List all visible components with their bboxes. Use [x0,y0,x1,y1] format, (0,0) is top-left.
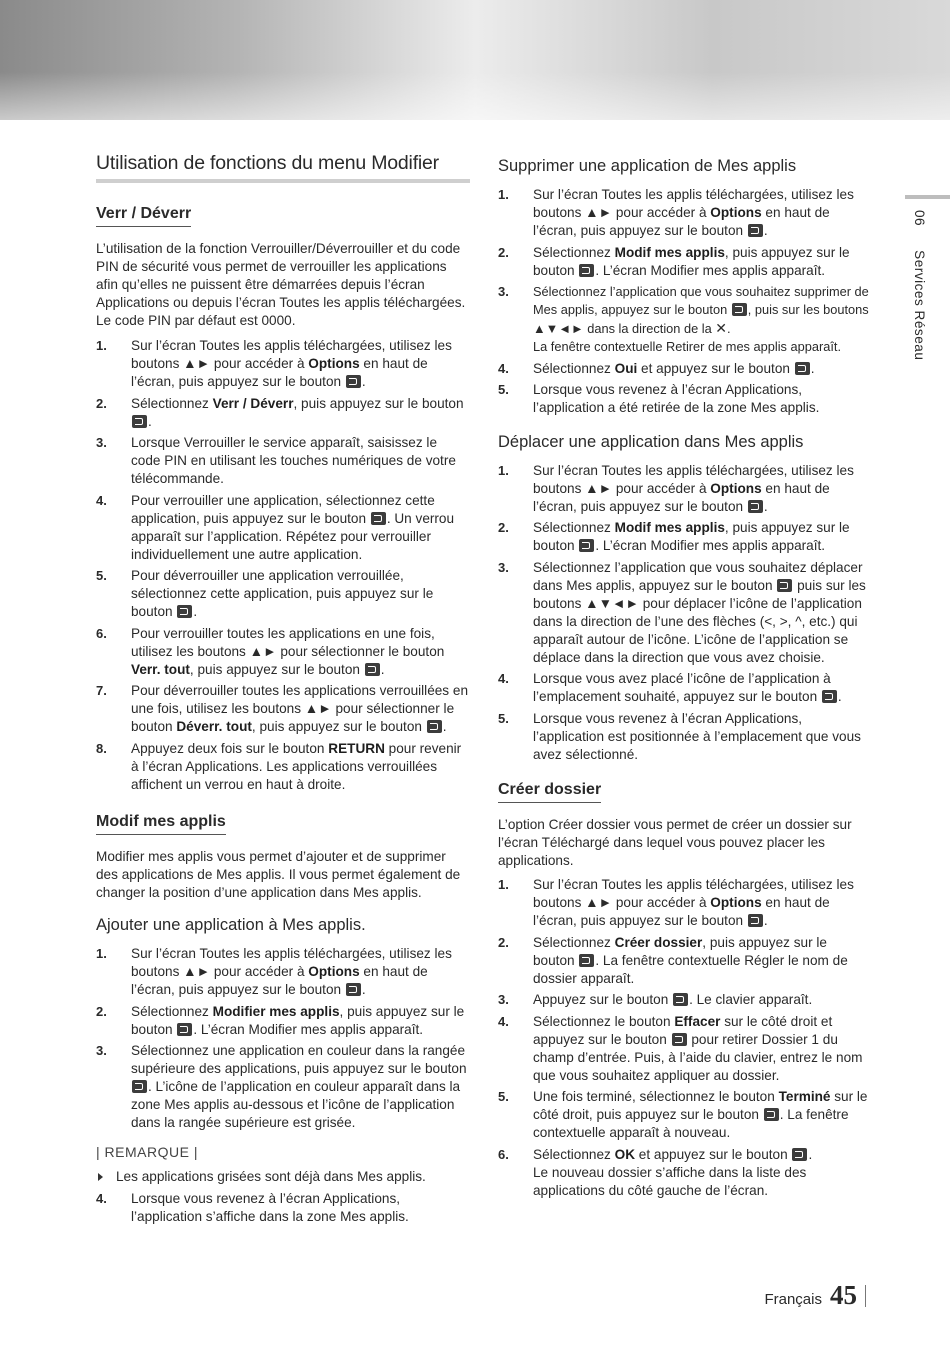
enter-key-icon [672,1033,687,1046]
supprimer-step-1: 1. Sur l’écran Toutes les applis téléchargées, utilisez les boutons ▲► pour accéder à Options en haut de l’écran, puis appuyez sur le bouton . [498,187,854,238]
supprimer-step-5: 5. Lorsque vous revenez à l’écran Applications, l’application a été retirée de la zone Mes applis. [498,382,820,415]
section-heading-verr: Verr / Déverr [96,205,191,227]
enter-key-icon [764,1108,779,1121]
section-heading-ajouter: Ajouter une application à Mes applis. [96,916,366,934]
section-heading-deplacer: Déplacer une application dans Mes applis [498,432,804,451]
enter-key-icon [427,720,442,733]
creer-steps [498,876,872,1200]
verr-step-8: 8. Appuyez deux fois sur le bouton RETURN pour revenir à l’écran Applications. Les applications verrouillées affichent un verrou en haut à droite. [96,740,462,792]
page-number: 45 [830,1280,857,1310]
deplacer-step-1: 1. Sur l’écran Toutes les applis téléchargées, utilisez les boutons ▲► pour accéder à Options en haut de l’écran, puis appuyez sur le bouton . [498,462,854,514]
bullet-triangle-icon [98,1173,103,1181]
ajouter-step-3: 3. Sélectionnez une application en couleur dans la rangée supérieure des applications, puis appuyez sur le bouton . L’icône de l’application en couleur apparaît dans la zone Mes applis au-dessous et l’icône de l’application dans la rangée supérieure est grisée. [96,1043,467,1130]
chapter-name: Services Réseau [912,250,927,361]
verr-step-6: 6. Pour verrouiller toutes les applications en une fois, utilisez les boutons ▲► pour sélectionner le bouton Verr. tout, puis appuyez sur le bouton . [96,625,445,677]
enter-key-icon [132,1080,147,1093]
footer-language: Français [764,1291,822,1308]
verr-step-4: 4. Pour verrouiller une application, sélectionnez cette application, puis appuyez sur le bouton . Un verrou apparaît sur l’application. Répétez pour verrouiller individuellement une autre application. [96,492,455,562]
page-title: Utilisation de fonctions du menu Modifier [96,152,470,183]
ajouter-step-1: 1. Sur l’écran Toutes les applis téléchargées, utilisez les boutons ▲► pour accéder à Options en haut de l’écran, puis appuyez sur le bouton . [96,946,452,997]
section-heading-creer: Créer dossier [498,781,601,803]
creer-step-2: 2. Sélectionnez Créer dossier, puis appuyez sur le bouton . La fenêtre contextuelle Régler le nom de dossier apparaît. [498,934,848,986]
section-heading-modif: Modif mes applis [96,813,226,835]
remark-title: | REMARQUE | [96,1143,198,1160]
creer-step-3: 3. Appuyez sur le bouton . Le clavier apparaît. [498,992,813,1007]
enter-key-icon [371,512,386,525]
enter-key-icon [748,500,763,513]
enter-key-icon [777,579,792,592]
section-heading-supprimer: Supprimer une application de Mes applis [498,157,797,175]
ajouter-steps-cont [96,1190,470,1226]
verr-step-7: 7. Pour déverrouiller toutes les applications verrouillées en une fois, utilisez les boutons ▲► pour sélectionner le bouton Déverr. tout, puis appuyez sur le bouton . [96,683,469,734]
enter-key-icon [579,264,594,277]
deplacer-step-4: 4. Lorsque vous avez placé l’icône de l’application à l’emplacement souhaité, appuyez sur le bouton . [498,671,842,704]
deplacer-step-3: 3. Sélectionnez l’application que vous souhaitez déplacer dans Mes applis, appuyez sur le bouton puis sur les boutons ▲▼◄► pour déplacer l’icône de l’application dans la direction de l’une des flèches (<, >, ^, etc.) qui apparaît autour de l’icône. L’icône de l’application se déplace dans la direction que vous avez choisie. [498,559,866,665]
chapter-tab-bar [905,195,950,199]
enter-key-icon [579,954,594,967]
verr-step-2: 2. Sélectionnez Verr / Déverr, puis appuyez sur le bouton . [96,395,464,429]
creer-step-6: 6. Sélectionnez OK et appuyez sur le bouton . Le nouveau dossier s’affiche dans la liste des applications du côté gauche de l’écran. [498,1146,813,1198]
ajouter-step-2: 2. Sélectionnez Modifier mes applis, puis appuyez sur le bouton . L’écran Modifier mes applis apparaît. [96,1003,465,1037]
remark-bullet: Les applications grisées sont déjà dans Mes applis. [96,1168,470,1186]
page-footer [764,1280,866,1311]
header-band [0,0,950,120]
ajouter-steps [96,945,470,1132]
supprimer-step-4: 4. Sélectionnez Oui et appuyez sur le bouton . [498,360,815,376]
verr-step-5: 5. Pour déverrouiller une application verrouillée, sélectionnez cette application, puis appuyez sur le bouton . [96,568,434,619]
enter-key-icon [732,303,747,316]
supprimer-step-3: 3. Sélectionnez l’application que vous souhaitez supprimer de Mes applis, appuyez sur le bouton , puis sur les boutons ▲▼◄► dans la direction de la ✕. La fenêtre contextuelle Retirer de mes applis apparaît. [498,284,869,354]
creer-step-4: 4. Sélectionnez le bouton Effacer sur le côté droit et appuyez sur le bouton pour retirer Dossier 1 du champ d’entrée. Puis, à l’aide du clavier, entrez le nom que vous souhaitez appliquer au dossier. [498,1013,863,1083]
right-column [498,152,872,1203]
verr-steps [96,337,470,794]
enter-key-icon [795,362,810,375]
deplacer-step-5: 5. Lorsque vous revenez à l’écran Applications, l’application est positionnée à l’emplacement que vous avez sélectionné. [498,710,861,762]
enter-key-icon [346,983,361,996]
enter-key-icon [673,993,688,1006]
ajouter-step-4: 4. Lorsque vous revenez à l’écran Applications, l’application s’affiche dans la zone Mes applis. [96,1190,409,1224]
enter-key-icon [177,1023,192,1036]
x-mark-icon: ✕ [715,320,728,336]
enter-key-icon [579,539,594,552]
chapter-number: 06 [912,210,927,227]
creer-step-5: 5. Une fois terminé, sélectionnez le bouton Terminé sur le côté droit, puis appuyez sur le bouton . La fenêtre contextuelle apparaît à nouveau. [498,1089,868,1140]
verr-intro: L’utilisation de la fonction Verrouiller/Déverrouiller et du code PIN de sécurité vous permet de verrouiller les applications afin qu’elles ne puissent être démarrées depuis l’écran Applications ou depuis l’écran Toutes les applis téléchargées. Le code PIN par défaut est 0000. [96,241,466,328]
creer-step-1: 1. Sur l’écran Toutes les applis téléchargées, utilisez les boutons ▲► pour accéder à Options en haut de l’écran, puis appuyez sur le bouton . [498,877,854,928]
enter-key-icon [177,605,192,618]
enter-key-icon [365,663,380,676]
enter-key-icon [346,375,361,388]
verr-step-3: 3. Lorsque Verrouiller le service apparaît, saisissez le code PIN en utilisant les touches numériques de votre télécommande. [96,435,456,486]
enter-key-icon [748,914,763,927]
verr-step-1: 1. Sur l’écran Toutes les applis téléchargées, utilisez les boutons ▲► pour accéder à Options en haut de l’écran, puis appuyez sur le bouton . [96,338,452,389]
creer-intro: L’option Créer dossier vous permet de créer un dossier sur l’écran Téléchargé dans lequel vous pouvez placer les applications. [498,817,852,868]
footer-divider [865,1285,866,1307]
modif-intro: Modifier mes applis vous permet d’ajouter et de supprimer des applications de Mes applis. Il vous permet également de changer la position d’une application dans Mes applis. [96,849,461,900]
supprimer-step-2: 2. Sélectionnez Modif mes applis, puis appuyez sur le bouton . L’écran Modifier mes applis apparaît. [498,244,850,278]
supprimer-steps [498,186,872,417]
deplacer-steps [498,462,872,764]
enter-key-icon [748,224,763,237]
enter-key-icon [822,690,837,703]
deplacer-step-2: 2. Sélectionnez Modif mes applis, puis appuyez sur le bouton . L’écran Modifier mes applis apparaît. [498,520,850,553]
left-column [96,152,470,1229]
chapter-side-label [912,210,927,360]
enter-key-icon [132,415,147,428]
enter-key-icon [792,1148,807,1161]
